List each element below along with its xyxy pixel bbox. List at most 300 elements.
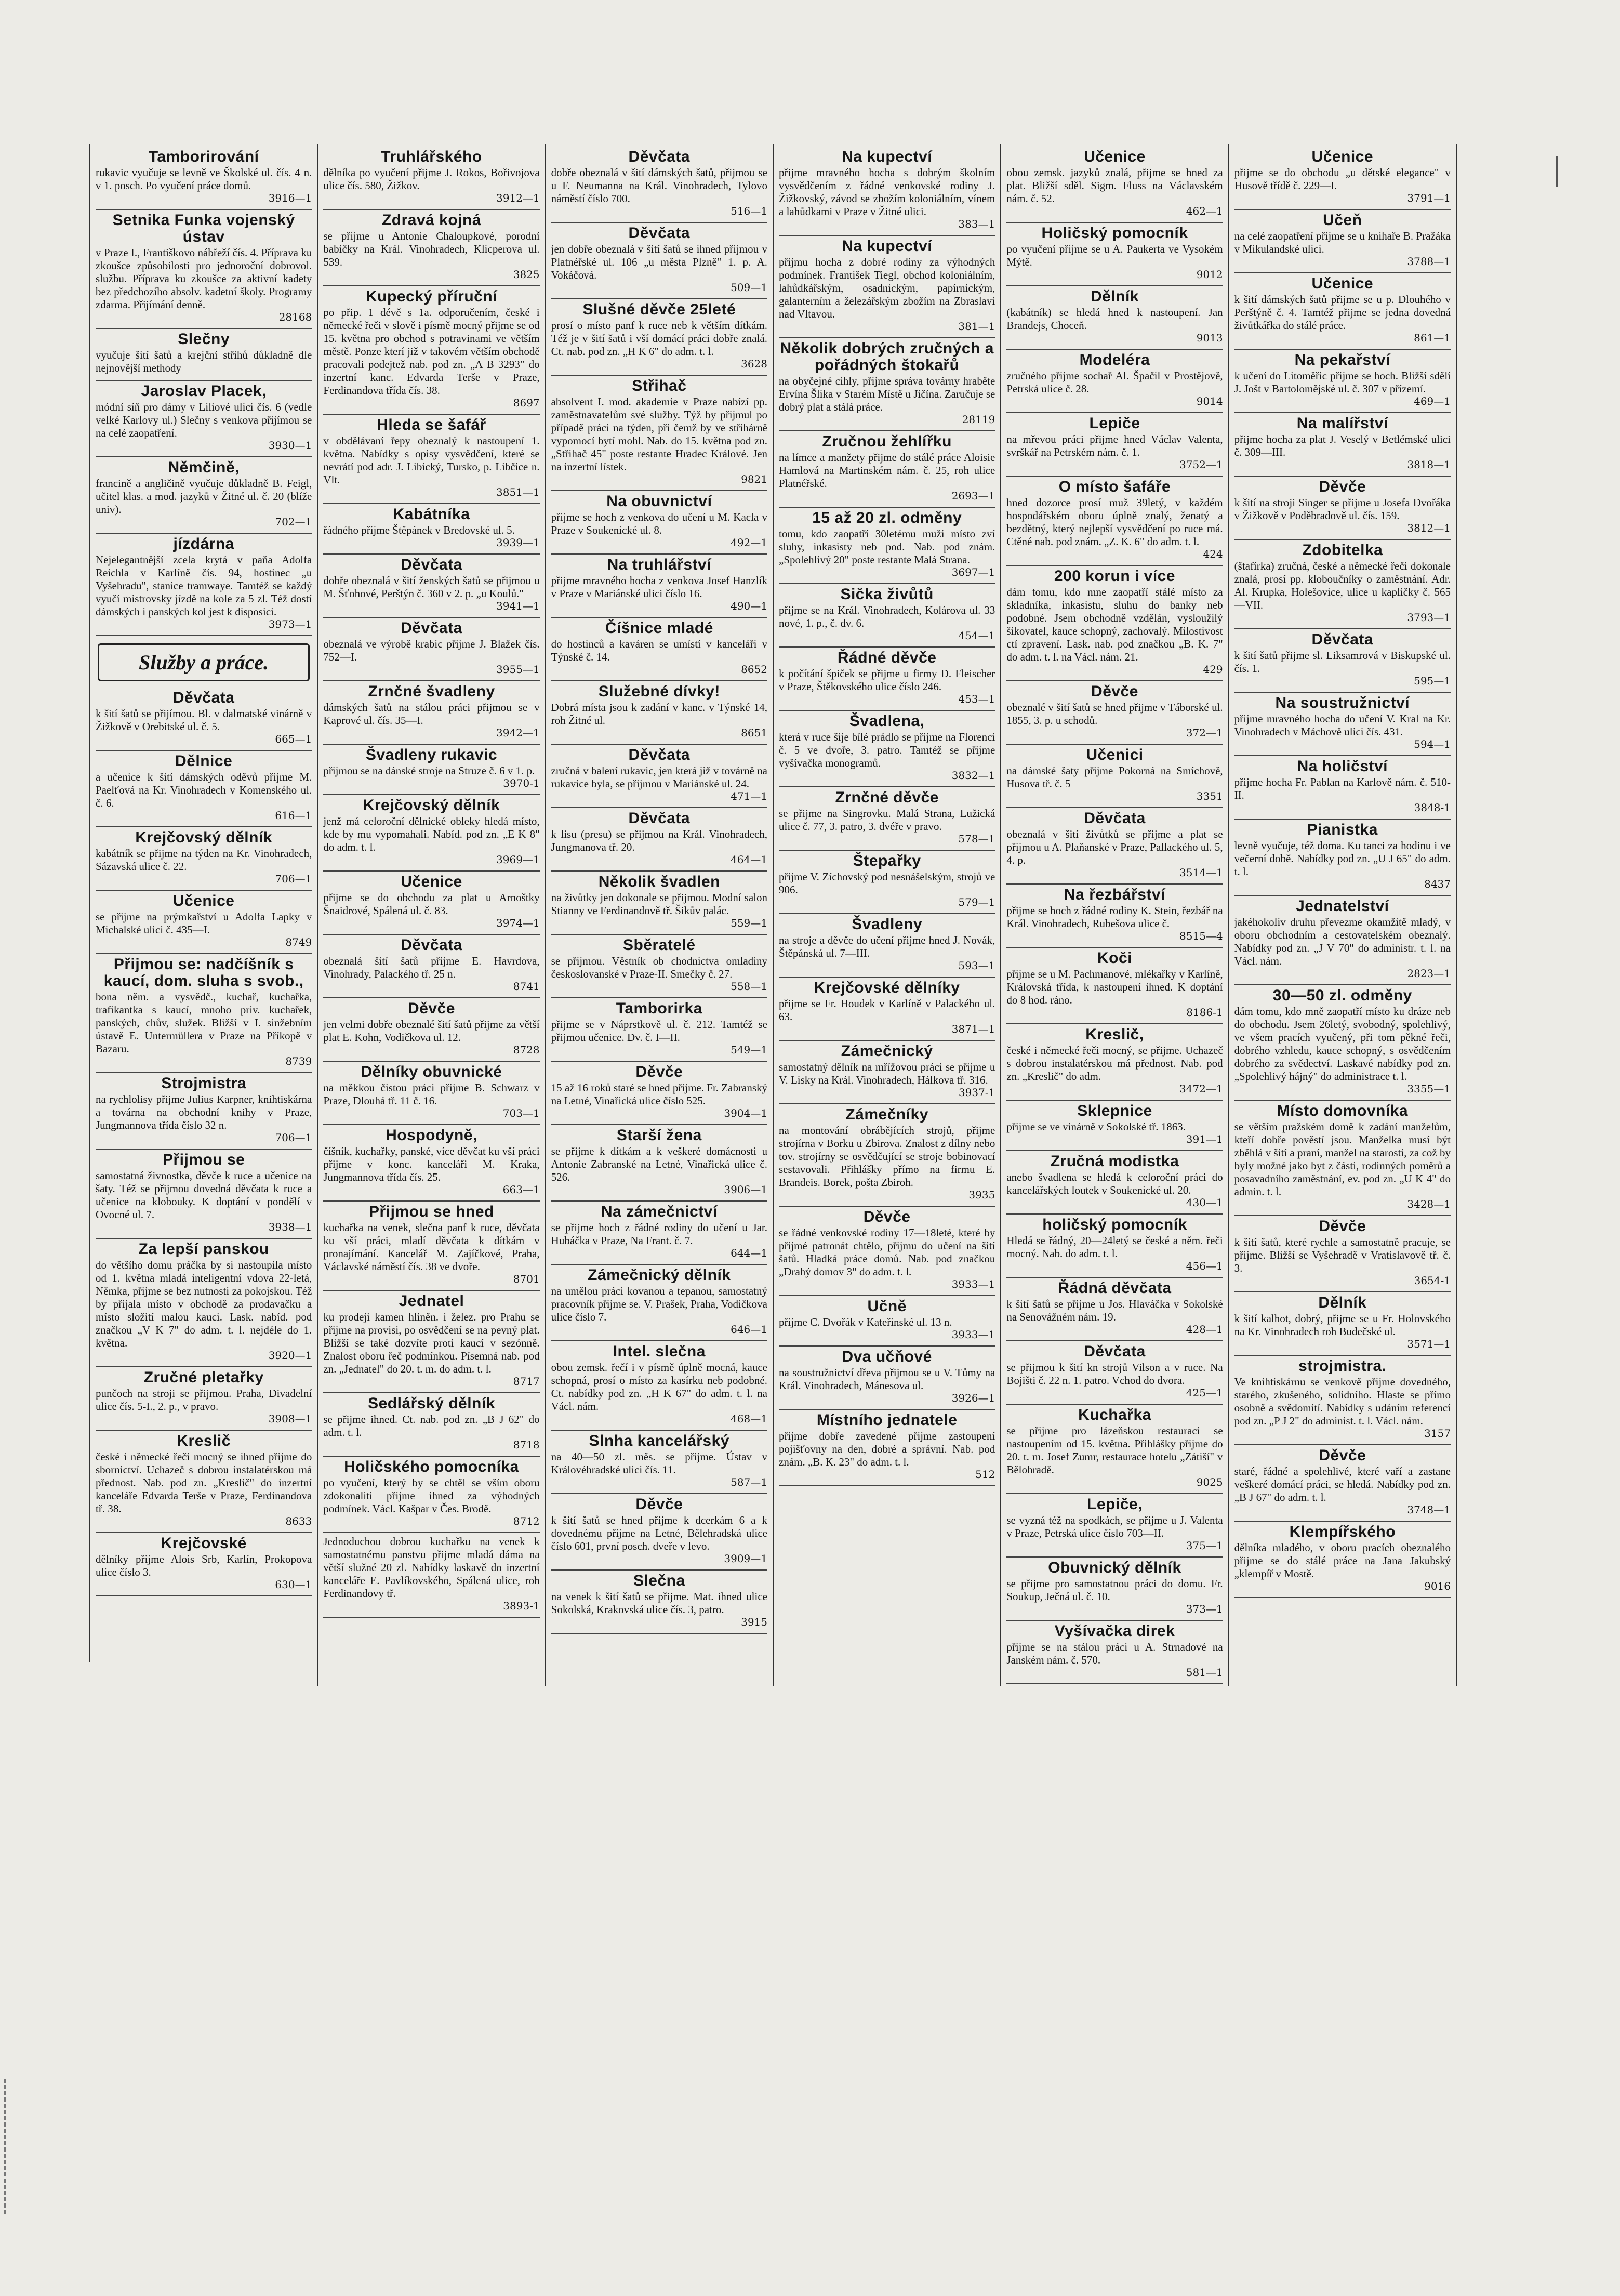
ad-heading: Švadlena,: [849, 712, 925, 730]
ad-reference-number: 456—1: [1186, 1260, 1223, 1272]
classified-ad: [323, 212, 539, 280]
classified-ad: [551, 301, 767, 370]
ad-text: v Praze I., Františkovo nábřeží čís. 4. Příprava ku zkoušce způsobilosti pro jednoroční dobrovol. službu. Příprava ku zkoušce za aktivní kadety bez předchozího absolv. kadetní školy. Programy zdarma. Přijímání denně.: [96, 246, 312, 311]
classified-ad: [1006, 1026, 1223, 1094]
ad-heading: Jednatel: [399, 1292, 464, 1310]
ad-divider: [551, 1569, 767, 1571]
ad-reference-number: 3472—1: [1179, 1083, 1223, 1095]
classified-ad: [1234, 1447, 1451, 1515]
ad-divider: [779, 710, 995, 711]
classified-ad: [1234, 415, 1451, 470]
classified-ad: [96, 1241, 312, 1361]
ad-reference-number: 469—1: [1414, 395, 1451, 407]
ad-divider: [551, 298, 767, 299]
ad-divider: [323, 997, 539, 998]
ad-reference-number: 8717: [513, 1375, 540, 1388]
classified-ad: [1234, 695, 1451, 750]
classified-ad: [551, 225, 767, 293]
ad-reference-number: 3825: [513, 268, 540, 281]
classified-ad: [323, 1293, 539, 1387]
ad-text: zručného přijme sochař Al. Špačil v Prostějově, Petrská ulice č. 28.: [1006, 370, 1223, 395]
ad-text: obeznalé v šití šatů se hned přijme v Táborské ul. 1855, 3. p. u schodů.: [1006, 701, 1223, 727]
ad-heading: Zručnou žehlířku: [822, 433, 952, 450]
ad-heading: Zrnčné děvče: [835, 789, 939, 806]
classified-ad: [1234, 1295, 1451, 1350]
ad-heading: Kuchařka: [1078, 1406, 1151, 1423]
ad-divider: [323, 1617, 539, 1618]
ad-text: ku prodeji kamen hliněn. i želez. pro Prahu se přijme na provisi, po osvědčení se na pevný plat. Bližší se také dozvíte proti kaucí v sezónně. Znalost oboru řeč podmínkou. Písemná nab. pod zn. „Jednatel" do 20. t. m. do adm. t. l.: [323, 1311, 540, 1375]
ad-reference-number: 454—1: [958, 629, 995, 642]
classified-ad: [779, 916, 995, 971]
ad-divider: [96, 1238, 312, 1239]
ad-reference-number: 471—1: [731, 790, 767, 802]
ad-text: na rychlolisy přijme Julius Karpner, knihtiskárna a továrna na obchodní knihy v Praze, Jungmannova třída číslo 32 n.: [96, 1093, 312, 1131]
ad-reference-number: 391—1: [1186, 1133, 1223, 1145]
ad-divider: [551, 1264, 767, 1265]
ad-text: se větším pražském domě k zadání manželům, kteří dobře pověstí jsou. Manželka musí být zběhlá v šití a praní, manžel na starosti, za což by byly možné jako byt z části, rodinných poměrů a posavadního zaměstnání, ev. pod zn. „U K 4" do admin. t. l.: [1234, 1120, 1451, 1198]
ad-heading: Sedlářský dělník: [368, 1395, 495, 1412]
classified-ad: [323, 620, 539, 675]
ad-heading: holičský pomocník: [1042, 1216, 1187, 1233]
classified-ad: [1234, 758, 1451, 813]
ad-divider: [551, 1493, 767, 1494]
ad-text: kuchařka na venek, slečna panf k ruce, děvčata ku vší práci, mladí děvčata k dítkám v pronajímání. Kancelář M. Zajíčkové, Praha, Václavské náměstí čís. 38 ve dvoře.: [323, 1221, 540, 1273]
ad-divider: [1234, 349, 1451, 350]
classified-ad: [551, 874, 767, 929]
ad-divider: [779, 1103, 995, 1104]
ad-reference-number: 8741: [513, 980, 540, 993]
ad-text: přijme C. Dvořák v Kateřinské ul. 13 n.: [779, 1316, 952, 1328]
ad-text: české i německé řeči mocný se ihned přijme do sbornictví. Uchazeč s dobrou instalatérskou má přednost. Nab. pod zn. „Kreslič" do inzertní kanceláře Edvarda Terše v Praze, Ferdinandova tř. 38.: [96, 1450, 312, 1515]
classified-ad: [551, 683, 767, 738]
ad-reference-number: 8739: [285, 1055, 312, 1067]
ad-divider: [1006, 1493, 1223, 1494]
classified-ad: [779, 340, 995, 425]
ad-text: absolvent I. mod. akademie v Praze nabízí pp. zaměstnavatelům své služby. Týž by přijmul po případě práci na týden, při čemž by ve střihárně vypomocí bytí mohl. Nab. do 15. května pod zn. „Střihač 45" poste restante Hradec Králové. Jen na inzertní lístek.: [551, 395, 767, 473]
ad-divider: [1006, 1100, 1223, 1101]
ad-text: k šití šatů se přijme u Jos. Hlaváčka v Sokolské na Senovážném nám. 19.: [1006, 1298, 1223, 1323]
ad-divider: [1006, 349, 1223, 350]
ad-reference-number: 644—1: [731, 1247, 767, 1259]
column-2: [318, 144, 546, 1686]
ad-divider: [551, 490, 767, 491]
ad-divider: [96, 1072, 312, 1073]
ad-reference-number: 3904—1: [724, 1107, 767, 1119]
ad-text: obou zemsk. jazyků znalá, přijme se hned za plat. Bližší sděl. Sigm. Fluss na Václavském nám. č. 52.: [1006, 166, 1223, 205]
ad-reference-number: 3933—1: [951, 1328, 995, 1341]
ad-divider: [96, 826, 312, 827]
ad-heading: Zručné pletařky: [143, 1369, 264, 1386]
ad-heading: Starší žena: [616, 1127, 702, 1144]
classified-ad: [323, 747, 539, 789]
ad-reference-number: 9025: [1196, 1476, 1223, 1488]
ad-text: se řádné venkovské rodiny 17—18leté, které by přijmé patronát chtělo, přijmu do učení na šití šatů. Hladká práce domů. Nab. pod značkou „Drahý domov 3" do adm. t. l.: [779, 1226, 995, 1278]
ad-heading: Jednatelství: [1296, 898, 1389, 915]
ad-divider: [96, 1430, 312, 1431]
ad-divider: [779, 850, 995, 851]
ad-divider: [1006, 1213, 1223, 1215]
ad-heading: Děvčata: [401, 619, 462, 637]
ad-divider: [323, 553, 539, 555]
ad-reference-number: 703—1: [502, 1107, 540, 1119]
ad-divider: [96, 456, 312, 457]
ad-text: k šití dámských šatů přijme se u p. Dlouhého v Perštýně č. 4. Tamtéž přijme se jedna dovedná živůtkářka do stálé práce.: [1234, 293, 1451, 332]
classified-ad: [323, 149, 539, 204]
ad-divider: [1006, 222, 1223, 223]
ad-heading: Vyšívačka direk: [1054, 1622, 1175, 1640]
ad-reference-number: 3969—1: [496, 853, 540, 866]
ad-divider: [96, 328, 312, 329]
ad-text: Ve knihtiskárnu se venkově přijme dovedného, starého, zkušeného, solidního. Hlaste se přímo osobně a svědomití. Nabídky s udáním referencí pod zn. „P J 2" do administ. t. l. Václ. nám.: [1234, 1376, 1451, 1427]
ad-divider: [96, 953, 312, 954]
ad-divider: [779, 913, 995, 914]
ad-reference-number: 3752—1: [1179, 458, 1223, 471]
ad-text: 15 až 16 roků staré se hned přijme. Fr. Zabranský na Letné, Vinařická ulice číslo 525.: [551, 1081, 767, 1107]
classified-ad: [551, 1343, 767, 1424]
ad-reference-number: 372—1: [1186, 727, 1223, 739]
ad-text: přijme V. Zíchovský pod nesnášelským, strojů ve 906.: [779, 870, 995, 896]
classified-ad: [96, 753, 312, 821]
ad-reference-number: 8515—4: [1179, 930, 1223, 942]
classified-ad: [1006, 1623, 1223, 1678]
ad-text: punčoch na stroji se přijmou. Praha, Divadelní ulice čís. 5-I., 2. p., v pravo.: [96, 1387, 312, 1413]
ad-heading: Děvčata: [401, 556, 462, 573]
classified-ad: [779, 853, 995, 908]
ad-heading: Děvče: [863, 1208, 911, 1225]
ad-divider: [1234, 272, 1451, 273]
ad-reference-number: 549—1: [731, 1044, 767, 1056]
ad-text: k šití šatů se přijímou. Bl. v dalmatské vinárně v Žižkově v Orebitské ul. č. 5.: [96, 707, 312, 733]
ad-divider: [1006, 1340, 1223, 1341]
classified-ad: [96, 690, 312, 745]
ad-divider: [551, 1061, 767, 1062]
classified-ad: [551, 493, 767, 548]
ad-heading: Hleda se šafář: [377, 416, 486, 433]
ad-divider: [551, 1633, 767, 1634]
ad-text: jen dobře obeznalá v šití šatů se ihned přijmou v Platnéřské ul. 106 „u města Plzně" 1. p. A. Vokáčová.: [551, 243, 767, 281]
ad-heading: Na soustružnictví: [1275, 694, 1410, 711]
ad-reference-number: 3939—1: [496, 536, 540, 549]
ad-heading: Děvče: [635, 1496, 683, 1513]
ad-reference-number: 424: [1203, 548, 1223, 560]
ad-heading: Švadleny: [852, 916, 923, 933]
ad-reference-number: 383—1: [958, 218, 995, 230]
ad-heading: Učenice: [1084, 148, 1146, 165]
ad-divider: [1006, 285, 1223, 286]
classified-ad: [1006, 747, 1223, 802]
ad-divider: [1234, 1291, 1451, 1292]
ad-reference-number: 665—1: [275, 733, 312, 745]
ad-text: dám tomu, kdo mne zaopatří stálé místo za skladníka, inkasistu, sluhu do banky neb podobné. Jsem obchodně vzdělán, vysloužilý šikovatel, kauce schopný, zachovalý. Milostivost ctí zpravení. Lask. nab. pod značkou „B. K. 7" do adm. t. l. na Václ. nám. 21.: [1006, 586, 1223, 663]
classified-ad: [1234, 822, 1451, 890]
ad-divider: [1234, 1444, 1451, 1445]
ad-heading: Štepařky: [853, 852, 921, 869]
ad-heading: Na malířství: [1296, 415, 1388, 432]
ad-divider: [1234, 895, 1451, 896]
ad-divider: [323, 744, 539, 745]
ad-reference-number: 3351: [1196, 790, 1223, 802]
ad-divider: [1234, 476, 1451, 477]
ad-text: na živůtky jen dokonale se přijmou. Modní salon Stianny ve Ferdinandově tř. Šikův palác.: [551, 891, 767, 917]
ad-text: přijmu hocha z dobré rodiny za výhodných podmínek. František Tiegl, obchod koloniálním, lahůdkářským, osadnickým, papírnickým, galanterním a železářským zbožím na Zbraslavi nad Vltavou.: [779, 256, 995, 320]
ad-divider: [1006, 947, 1223, 948]
classified-ad: [1006, 1103, 1223, 1145]
ad-reference-number: 3355—1: [1407, 1083, 1451, 1095]
ad-reference-number: 8728: [513, 1044, 540, 1056]
ad-reference-number: 559—1: [731, 917, 767, 929]
ad-divider: [1234, 984, 1451, 985]
ad-reference-number: 3937-1: [958, 1086, 995, 1099]
ad-reference-number: 3926—1: [951, 1392, 995, 1404]
ad-text: prosí o místo panf k ruce neb k větším dítkám. Též je v šití šatů i vší domácí práci dobře znalá. Ct. nab. pod zn. „H K 6" do adm. t. l.: [551, 319, 767, 358]
ad-divider: [1234, 819, 1451, 820]
ad-text: k šití šatů přijme sl. Liksamrová v Biskupské ul. čís. 1.: [1234, 649, 1451, 675]
ad-heading: Děvče: [635, 1063, 683, 1080]
classified-ad: [1006, 1560, 1223, 1615]
ad-divider: [551, 1200, 767, 1202]
ad-reference-number: 429: [1203, 663, 1223, 676]
classified-ad: [1006, 1343, 1223, 1398]
ad-heading: Zámečníky: [845, 1106, 928, 1123]
ad-text: Dobrá místa jsou k zadání v kanc. v Týnské 14, roh Žitné ul.: [551, 701, 767, 727]
ad-reference-number: 2693—1: [951, 490, 995, 502]
ad-divider: [323, 285, 539, 286]
classified-ad: [1234, 898, 1451, 979]
ad-heading: Švadleny rukavic: [365, 746, 498, 763]
ad-text: přijme se do obchodu „u dětské elegance" v Husově třídě č. 229—I.: [1234, 166, 1451, 192]
classified-ad: [323, 683, 539, 738]
ad-reference-number: 381—1: [958, 320, 995, 333]
ad-reference-number: 3697—1: [951, 566, 995, 578]
ad-text: k šití šatů, které rychle a samostatně pracuje, se přijme. Bližší se Vyšehradě v Vratislavově tř. č. 3.: [1234, 1236, 1451, 1274]
classified-ad: [1234, 542, 1451, 623]
ad-reference-number: 3974—1: [496, 917, 540, 929]
ad-reference-number: 630—1: [275, 1578, 312, 1591]
classified-ad: [1234, 212, 1451, 267]
ad-text: přijme se hoch z řádné rodiny K. Stein, řezbář na Král. Vinohradech, Rubešova ulice č.: [1006, 904, 1223, 930]
ad-reference-number: 593—1: [958, 959, 995, 972]
ad-reference-number: 428—1: [1186, 1323, 1223, 1336]
ad-divider: [323, 934, 539, 935]
ad-reference-number: 3933—1: [951, 1278, 995, 1290]
ad-text: staré, řádné a spolehlivé, které vaří a zastane veškeré domácí práci, se hledá. Nabídky pod zn. „B J 67" do adm. t. l.: [1234, 1465, 1451, 1503]
ad-reference-number: 3973—1: [268, 618, 312, 630]
classified-ad: [323, 506, 539, 548]
ad-heading: Přijmou se: nadčíšník s kaucí, dom. sluha s svob.,: [103, 956, 304, 989]
ad-reference-number: 3654-1: [1414, 1274, 1451, 1287]
ad-reference-number: 8437: [1424, 878, 1451, 890]
ad-divider: [551, 222, 767, 223]
classified-ad: [1006, 1407, 1223, 1488]
ad-reference-number: 3935: [968, 1189, 995, 1201]
classified-ad: [779, 510, 995, 578]
classified-ad: [1006, 288, 1223, 344]
ad-text: se přijmou k šití kn strojů Vilson a v ruce. Na Bojišti č. 22 n. 1. patro. Vchod do dvora.: [1006, 1361, 1223, 1387]
ad-divider: [323, 1456, 539, 1457]
classified-ad: [323, 1000, 539, 1055]
ad-divider: [96, 1366, 312, 1367]
classified-ad: [779, 1349, 995, 1404]
ad-text: na měkkou čistou práci přijme B. Schwarz v Praze, Dlouhá tř. 11 č. 16.: [323, 1081, 540, 1107]
ad-divider: [323, 1392, 539, 1393]
ad-reference-number: 9013: [1196, 332, 1223, 344]
ad-text: anebo švadlena se hledá k celoroční práci do kancelářských loutek v Soukenické ul. 20.: [1006, 1171, 1223, 1196]
ad-divider: [551, 744, 767, 745]
ad-heading: Děvčata: [401, 936, 462, 954]
ad-heading: Přijmou se hned: [369, 1203, 494, 1220]
ad-divider: [96, 890, 312, 891]
ad-divider: [323, 1532, 539, 1533]
ad-heading: Děvčata: [628, 746, 691, 763]
classified-ad: [1234, 149, 1451, 204]
ad-reference-number: 516—1: [731, 205, 767, 217]
classified-ad: [779, 433, 995, 502]
ad-heading: Koči: [1097, 949, 1132, 967]
classified-ad: [1006, 887, 1223, 942]
ad-text: na obyčejné cihly, přijme správa továrny hraběte Ervína Šlika v Starém Místě u Jičína. Zaručuje se dobrý plat a stálá práce.: [779, 375, 995, 413]
ad-heading: 30—50 zl. odměny: [1272, 987, 1412, 1004]
ad-text: obeznalá ve výrobě krabic přijme J. Blažek čís. 752—I.: [323, 638, 540, 663]
ad-heading: Přijmou se: [162, 1151, 245, 1168]
classified-ad: [1006, 225, 1223, 280]
ad-divider: [1006, 476, 1223, 477]
ad-text: a učenice k šití dámských oděvů přijme M. Paelťová na Kr. Vinohradech v Komenského ul. č. 6.: [96, 771, 312, 809]
ad-text: k lisu (presu) se přijmou na Král. Vinohradech, Jungmanova tř. 20.: [551, 828, 767, 853]
ad-heading: Děvče: [408, 1000, 455, 1017]
ad-divider: [779, 235, 995, 236]
ad-text: přijme mravného hocha do učení V. Kral na Kr. Vinohradech v Máchově ulici čís. 431.: [1234, 712, 1451, 738]
ad-reference-number: 8633: [285, 1515, 312, 1527]
ad-reference-number: 430—1: [1186, 1196, 1223, 1209]
ad-heading: Slušné děvče 25leté: [582, 301, 736, 318]
classified-ad: [551, 1433, 767, 1488]
ad-heading: Zámečnický dělník: [588, 1266, 731, 1284]
ad-heading: Děvčata: [628, 148, 691, 165]
ad-reference-number: 468—1: [731, 1413, 767, 1425]
classified-ad: [551, 149, 767, 217]
ad-divider: [551, 1430, 767, 1431]
ad-text: (kabátník) se hledá hned k nastoupení. Jan Brandejs, Choceň.: [1006, 306, 1223, 332]
ad-divider: [1006, 1023, 1223, 1024]
ad-reference-number: 3955—1: [496, 663, 540, 676]
classified-ad: [551, 1267, 767, 1335]
ad-heading: Na kupectví: [842, 237, 933, 255]
ad-text: se přijmou. Věstník ob chodnictva omladiny českoslovanské v Praze-II. Smečky č. 27.: [551, 955, 767, 980]
ad-reference-number: 646—1: [731, 1323, 767, 1336]
ad-heading: Jaroslav Placek,: [141, 382, 267, 400]
ad-text: se přijme u Antonie Chaloupkové, porodní babičky na Král. Vinohradech, Klicperova ul. 539.: [323, 230, 540, 268]
ad-reference-number: 8651: [741, 727, 767, 739]
ad-heading: Kreslič,: [1085, 1026, 1144, 1043]
ad-divider: [323, 1061, 539, 1062]
ad-text: na umělou práci kovanou a tepanou, samostatný pracovník přijme se. V. Prašek, Praha, Vodičkova ulice číslo 7.: [551, 1285, 767, 1323]
ad-heading: Intel. slečna: [613, 1343, 706, 1360]
ad-text: k učení do Litoměřic přijme se hoch. Bližší sdělí J. Jošt v Bartolomějské ul. č. 307 v přízemí.: [1234, 370, 1451, 395]
ad-reference-number: 9016: [1424, 1580, 1451, 1592]
ad-divider: [1006, 1404, 1223, 1405]
classified-ad: [551, 378, 767, 485]
ad-text: obeznalá šití šatů přijme E. Havrdova, Vinohrady, Palackého tř. 25 n.: [323, 955, 540, 980]
ad-heading: 15 až 20 zl. odměny: [812, 509, 962, 526]
column-5: [1001, 144, 1229, 1686]
classified-ad: [1006, 1496, 1223, 1551]
classified-ad: [1006, 1217, 1223, 1272]
ad-divider: [1006, 744, 1223, 745]
classified-ad: [779, 1298, 995, 1340]
ad-reference-number: 706—1: [275, 1131, 312, 1144]
classified-ad: [96, 1535, 312, 1590]
ad-reference-number: 3748—1: [1407, 1503, 1451, 1516]
ad-reference-number: 3848-1: [1414, 801, 1451, 814]
ad-reference-number: 702—1: [275, 516, 312, 528]
ad-heading: Zručná modistka: [1050, 1153, 1179, 1170]
ad-heading: Krejčovské: [161, 1535, 247, 1552]
ad-reference-number: 8749: [285, 936, 312, 948]
ad-text: Jednoduchou dobrou kuchařku na venek k samostatnému panstvu přijme mladá dáma na větší služné 20 zl. Nabídky laskavě do inzertní kanceláře E. Pavlíkovského, Spálená ulice, roh Ferdinandovy tř.: [323, 1535, 540, 1600]
classified-ad: [779, 1412, 995, 1480]
classified-ad: [1006, 149, 1223, 217]
ad-text: obou zemsk. řečí i v písmě úplně mocná, kauce schopná, prosí o místo za kasírku neb podobné. Ct. nabídky pod zn. „H K 67" do adm. t. l. na Václ. nám.: [551, 1361, 767, 1413]
classified-ad: [1234, 631, 1451, 687]
classified-ad: [323, 557, 539, 612]
ad-text: v obdělávaní řepy obeznalý k nastoupení 1. května. Nabídky s opisy vysvědčení, které se nevrátí pod adr. J. Libický, Tursko, p. Libčice n. Vlt.: [323, 434, 540, 486]
classified-ad: [323, 417, 539, 498]
ad-divider: [323, 414, 539, 415]
ad-text: dám tomu, kdo mně zaopatří místo ku dráze neb do obchodu. Jsem 26letý, svobodný, spolehlivý, ve všem pracích vyučený, při tom pěkné řeči, dobrého vzhledu, kauce schopný, s osvědčením dobrého za svědectví. Laskavé nabídky pod zn. „Spolehlivý hájný" do administrace t. l.: [1234, 1005, 1451, 1083]
ad-reference-number: 8701: [513, 1273, 540, 1285]
ad-text: se přijme na prýmkařství u Adolfa Lapky v Michalské ulici č. 435—I.: [96, 911, 312, 936]
ad-text: jenž má celoroční dělnické obleky hledá místo, kde by mu vypomahali. Nabíd. pod zn. „E K 8" do adm. t. l.: [323, 815, 540, 853]
ad-heading: Zdobitelka: [1302, 542, 1383, 559]
binding-mark: [4, 2079, 9, 2214]
ad-divider: [323, 870, 539, 872]
ad-heading: Za lepší panskou: [138, 1241, 269, 1258]
ad-heading: Kabátníka: [393, 506, 470, 523]
classified-ad: [551, 937, 767, 992]
classified-ad: [323, 288, 539, 408]
classified-ad: [779, 713, 995, 781]
ad-divider: [551, 1340, 767, 1341]
classified-ad: [1234, 352, 1451, 407]
ad-heading: Na zámečnictví: [601, 1203, 718, 1220]
classified-ad: [779, 1209, 995, 1290]
ad-text: obeznalá v šití živůtků se přijme a plat se přijmou u A. Plaňanské v Praze, Pallackého ul. 5, 4. p.: [1006, 828, 1223, 866]
ad-divider: [779, 1295, 995, 1296]
ad-reference-number: 558—1: [731, 980, 767, 993]
ad-text: přijmou se na dánské stroje na Struze č. 6 v 1. p.: [323, 764, 535, 777]
classified-ad: [779, 980, 995, 1035]
ad-heading: Truhlářského: [381, 148, 482, 165]
ad-divider: [551, 934, 767, 935]
ad-heading: Pianistka: [1307, 821, 1378, 838]
ad-text: rukavic vyučuje se levně ve Školské ul. čís. 4 n. v 1. posch. Po vyučení práce domů.: [96, 166, 312, 192]
classified-ad: [323, 1459, 539, 1527]
ad-text: české i německé řeči mocný, se přijme. Uchazeč s dobrou instalatérskou má přednost. Nab. pod zn. „Kreslič" do adm.: [1006, 1044, 1223, 1083]
ad-heading: Na obuvnictví: [606, 493, 712, 510]
ad-reference-number: 3793—1: [1407, 611, 1451, 624]
ad-reference-number: 3571—1: [1407, 1338, 1451, 1350]
classified-ad: [1234, 1524, 1451, 1592]
ad-divider: [1234, 1521, 1451, 1522]
ad-heading: Obuvnický dělník: [1048, 1559, 1181, 1576]
classified-ad: [1006, 415, 1223, 470]
ad-text: na 40—50 zl. měs. se přijme. Ústav v Královéhradské ulici čís. 11.: [551, 1450, 767, 1476]
ad-text: přijme hocha za plat J. Veselý v Betlémské ulici č. 309—III.: [1234, 433, 1451, 458]
ad-text: jakéhokoliv druhu převezme okamžitě mladý, v oboru obchodním a cestovatelském obeznalý. Nabídky pod zn. „J V 70" do administr. t. l. na Václ. nám.: [1234, 916, 1451, 967]
classified-ad: [779, 1043, 995, 1098]
ad-heading: Strojmistra: [161, 1075, 247, 1092]
ad-divider: [96, 750, 312, 751]
